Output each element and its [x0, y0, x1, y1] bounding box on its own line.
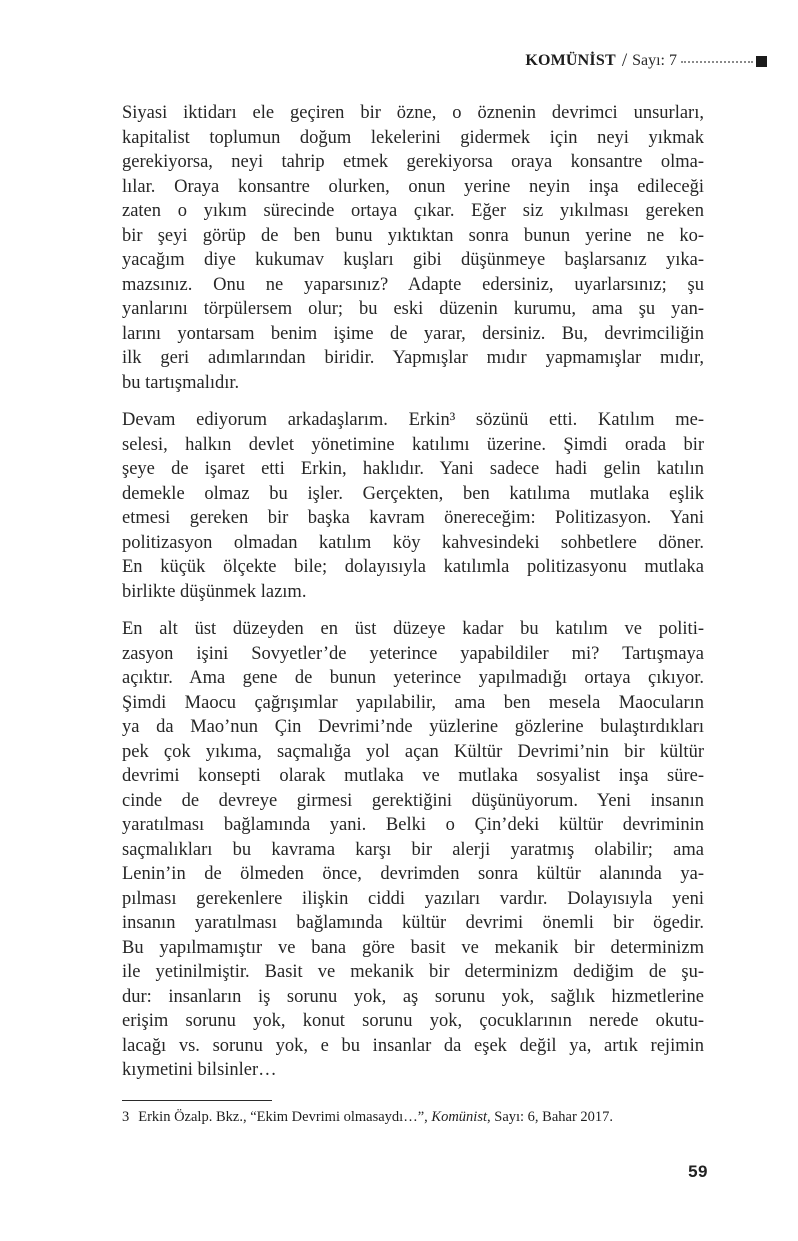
- text-line: pek çok yıkıma, saçmalığa yol açan Kültür Devrimi’nin bir kültür: [122, 741, 704, 762]
- text-line: yacağım diye kukumav kuşları gibi düşünmeye başlarsanız yıka-: [122, 250, 704, 270]
- dotted-leader: [681, 61, 753, 63]
- text-line: ile yetinilmiştir. Basit ve mekanik bir determinizm dediğim de şu-: [122, 962, 704, 982]
- text-line: ya da Mao’nun Çin Devrimi’nde yüzlerine gözlerine bulaştırdıkları: [122, 717, 704, 737]
- text-line: politizasyon olmadan katılım köy kahvesindeki sohbetlere döner.: [122, 532, 704, 553]
- journal-title: KOMÜNİST: [525, 52, 616, 69]
- text-line: yanlarını törpülersem olur; bu eski düzenin kurumu, ama şu yan-: [122, 299, 704, 319]
- text-line: yaratılması bağlamında yani. Belki o Çin’deki kültür devriminin: [122, 815, 704, 835]
- text-line: En küçük ölçekte bile; dolayısıyla katılımla politizasyonu mutlaka: [122, 557, 704, 577]
- text-line: kapitalist toplumun doğum lekelerini gidermek için neyi yıkmak: [122, 127, 704, 148]
- text-line: pılması gerekenlere ilişkin ciddi yazıları vardır. Dolayısıyla yeni: [122, 888, 704, 909]
- text-line: insanın yaratılması bağlamında kültür devrimi önemli bir ögedir.: [122, 913, 704, 933]
- text-line: larını yontarsam benim işime de yarar, dersiniz. Bu, devrimciliğin: [122, 323, 704, 344]
- text-line: mazsınız. Onu ne yaparsınız? Adapte edersiniz, uyarlarsınız; şu: [122, 274, 704, 295]
- text-line: demekle olmaz bu işler. Gerçekten, ben katılıma mutlaka eşlik: [122, 483, 704, 504]
- text-line: şeye de işaret etti Erkin, haklıdır. Yani sadece hadi gelin katılın: [122, 459, 704, 479]
- page-header: [525, 50, 767, 72]
- text-line: gerekiyorsa, neyi tahrip etmek gerekiyorsa oraya konsantre olma-: [122, 152, 704, 172]
- footnote-text: [122, 1108, 704, 1127]
- text-line: En alt üst düzeyden en üst düzeye kadar bu katılım ve politi-: [122, 619, 704, 639]
- text-line: lılar. Oraya konsantre olurken, onun yerine neyin inşa edileceği: [122, 176, 704, 197]
- footnote: [122, 1100, 704, 1127]
- footnote-number: 3: [122, 1109, 130, 1125]
- footnote-rule: [122, 1100, 272, 1101]
- issue-label: Sayı: 7: [632, 52, 677, 69]
- text-line: Bu yapılmamıştır ve bana göre basit ve mekanik bir determinizm: [122, 937, 704, 958]
- paragraph: [122, 617, 704, 1083]
- footnote-citation-after: , Sayı: 6, Bahar 2017.: [487, 1109, 614, 1125]
- text-line: Lenin’in de ölmeden önce, devrimden sonra kültür alanında ya-: [122, 864, 704, 884]
- text-line: lacağı vs. sorunu yok, e bu insanlar da eşek değil ya, artık rejimin: [122, 1035, 704, 1056]
- text-line: etmesi gereken bir başka kavram önereceğim: Politizasyon. Yani: [122, 508, 704, 528]
- paragraph: [122, 408, 704, 604]
- body-text: [122, 101, 704, 1083]
- text-line: bir şeyi görüp de ben bunu yıktıktan sonra bunun yerine ne ko-: [122, 225, 704, 246]
- footnote-citation-journal-name: Komünist: [431, 1109, 487, 1125]
- text-line: Devam ediyorum arkadaşlarım. Erkin³ sözünü etti. Katılım me-: [122, 410, 704, 430]
- text-line: saçmalıkları bu kavrama karşı bir alerji yaratmış olabilir; ama: [122, 839, 704, 860]
- text-line: zaten o yıkım sürecinde ortaya çıkar. Eğer siz yıkılması gereken: [122, 201, 704, 221]
- header-separator: /: [621, 50, 628, 71]
- text-line: birlikte düşünmek lazım.: [122, 581, 307, 602]
- text-line: Siyasi iktidarı ele geçiren bir özne, o öznenin devrimci unsurları,: [122, 103, 704, 123]
- text-line: açıktır. Ama gene de bunun yeterince yapılmadığı ortaya çıkıyor.: [122, 668, 704, 688]
- text-line: bu tartışmalıdır.: [122, 372, 240, 393]
- header-square-marker: [756, 56, 767, 67]
- text-line: erişim sorunu yok, konut sorunu yok, çocuklarının nerede okutu-: [122, 1011, 704, 1031]
- text-line: dur: insanların iş sorunu yok, aş sorunu yok, sağlık hizmetlerine: [122, 986, 704, 1007]
- text-line: Şimdi Maocu çağrışımlar yapılabilir, ama ben mesela Maocuların: [122, 692, 704, 713]
- text-line: zasyon işini Sovyetler’de yeterince yapabildiler mi? Tartışmaya: [122, 643, 704, 664]
- paragraph: [122, 101, 704, 395]
- text-line: kıymetini bilsinler…: [122, 1060, 277, 1080]
- text-line: ilk geri adımlarından biridir. Yapmışlar mıdır yapmamışlar mıdır,: [122, 348, 704, 368]
- footnote-citation-before: Erkin Özalp. Bkz., “Ekim Devrimi olmasaydı…”,: [138, 1109, 432, 1125]
- page-number: 59: [688, 1162, 708, 1181]
- text-line: cinde de devreye girmesi gerektiğini düşünüyorum. Yeni insanın: [122, 790, 704, 811]
- text-line: selesi, halkın devlet yönetimine katılımı üzerine. Şimdi orada bir: [122, 434, 704, 455]
- text-line: devrimi konsepti olarak mutlaka ve mutlaka sosyalist inşa süre-: [122, 766, 704, 786]
